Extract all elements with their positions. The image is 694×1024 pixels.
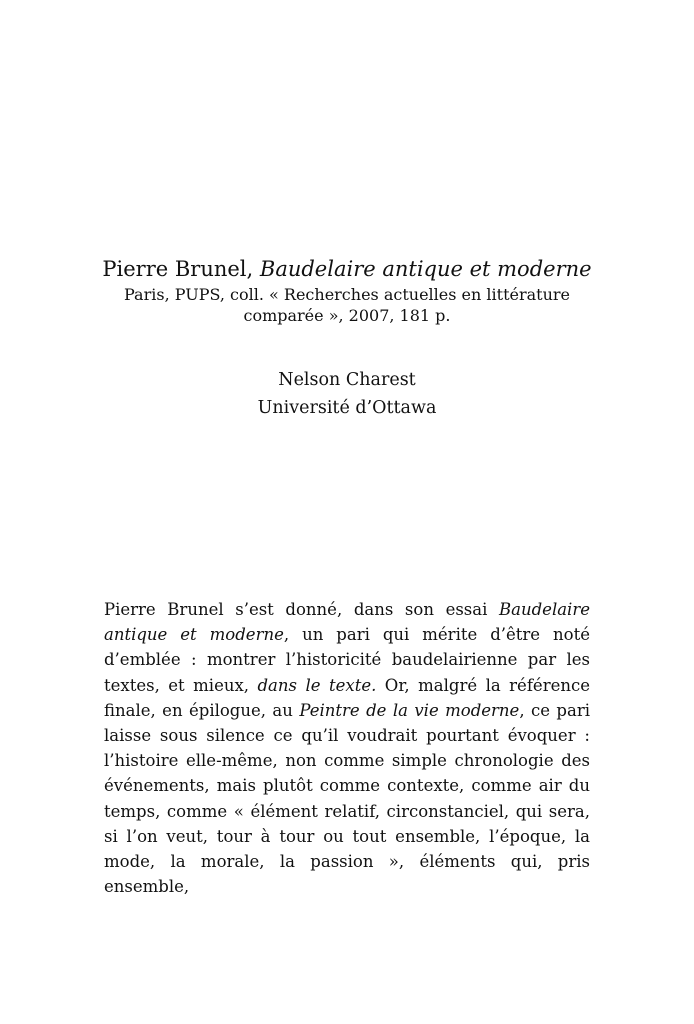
- body-text-segment: , un pari qui mérite d’être noté d’emblée : montrer l’historicité baudelairienne par les textes, et mieux,: [104, 625, 590, 695]
- body-text-segment: Or, malgré la référence finale, en épilogue, au: [104, 675, 590, 720]
- reviewer-affiliation: Université d’Ottawa: [257, 398, 437, 418]
- reviewer-name: Nelson Charest: [278, 370, 416, 390]
- review-heading: [0, 254, 694, 326]
- book-citation-title: [0, 254, 694, 284]
- publication-info-line-2: comparée », 2007, 181 p.: [243, 306, 451, 325]
- body-paragraph: [104, 597, 590, 899]
- body-text-segment: Pierre Brunel s’est donné, dans son essai: [104, 600, 500, 619]
- body-italic-segment: Baudelaire antique et moderne: [104, 600, 590, 645]
- book-title: Baudelaire antique et moderne: [259, 257, 592, 281]
- body-text-segment: , ce pari laisse sous silence ce qu’il voudrait pourtant évoquer : l’histoire elle-même, non comme simple chronologie des événements, mais plutôt comme contexte, comme air du temps, comme « élément relatif, circonstanciel, qui sera, si l’on veut, tour à tour ou tout ensemble, l’époque, la mode, la morale, la passion », éléments qui, pris ensemble,: [104, 700, 590, 897]
- publication-info-line-1: Paris, PUPS, coll. « Recherches actuelles en littérature: [124, 285, 570, 304]
- book-author: Pierre Brunel,: [102, 257, 254, 281]
- reviewer-block: [0, 366, 694, 422]
- body-italic-segment: Peintre de la vie moderne: [299, 700, 520, 720]
- body-italic-segment: dans le texte.: [257, 675, 377, 695]
